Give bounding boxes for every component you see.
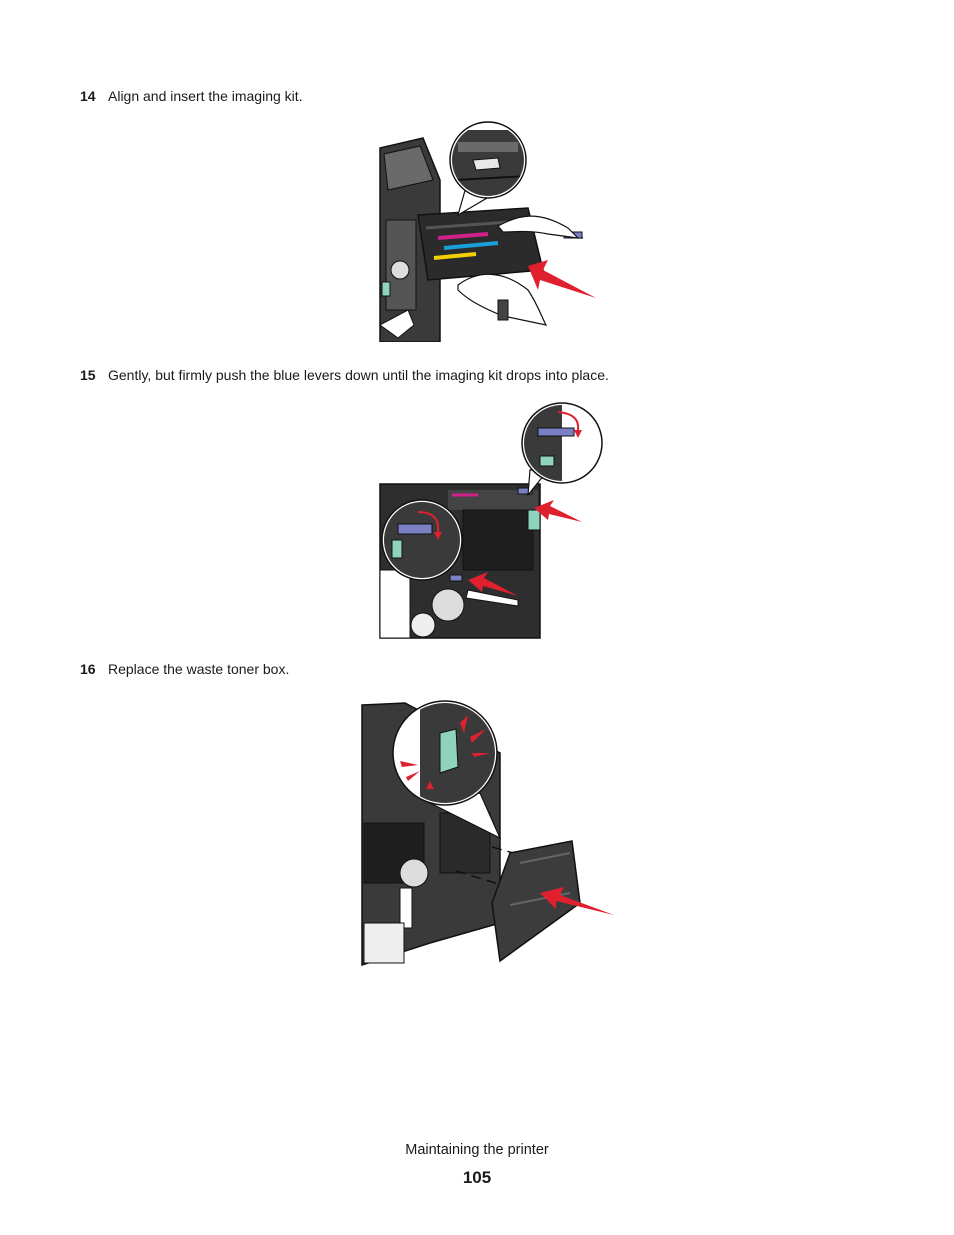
- imaging-kit-insert-illustration: [378, 120, 598, 342]
- waste-toner-box-illustration: [360, 693, 616, 967]
- step-text: Gently, but firmly push the blue levers down until the imaging kit drops into place.: [108, 367, 609, 383]
- step-number: 16: [80, 661, 96, 677]
- step-16: [80, 660, 289, 678]
- blue-levers-push-illustration: [378, 400, 606, 640]
- step-number: 15: [80, 367, 96, 383]
- step-text: Replace the waste toner box.: [108, 661, 290, 677]
- step-number: 14: [80, 88, 96, 104]
- page-number: 105: [462, 1168, 492, 1187]
- step-15: [80, 366, 609, 384]
- step-14: [80, 87, 303, 105]
- step-text: Align and insert the imaging kit.: [108, 88, 303, 104]
- footer-section-title: Maintaining the printer: [405, 1142, 549, 1158]
